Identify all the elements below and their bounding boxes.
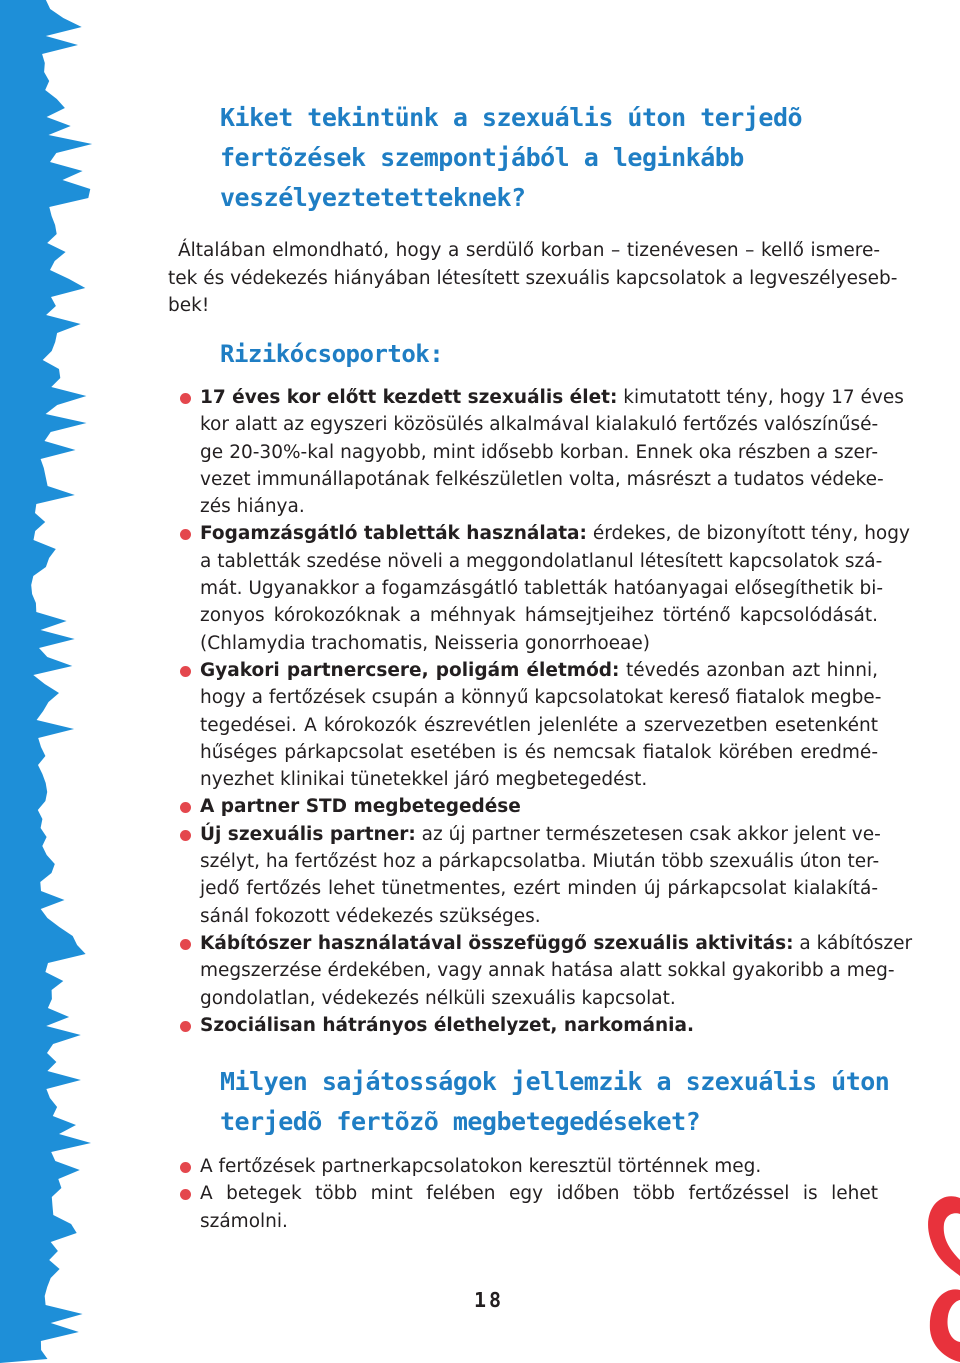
heading-line: fertõzések szempontjából a leginkább	[220, 143, 744, 172]
item-line: tegedései. A kórokozók észrevétlen jelenléte a szervezetben esetenként	[200, 714, 878, 736]
risk-group-list	[178, 384, 913, 1039]
item-text: tévedés azonban azt hinni,	[619, 659, 878, 681]
item-line	[200, 657, 878, 684]
item-line	[200, 1012, 878, 1039]
heading-line: terjedõ fertõzõ megbetegedéseket?	[220, 1107, 701, 1136]
item-line: megszerzése érdekében, vagy annak hatása alatt sokkal gyakoribb a meg-	[200, 960, 895, 982]
item-line: szélyt, ha fertőzést hoz a párkapcsolatba. Miután több szexuális úton ter-	[200, 851, 880, 873]
list-item	[178, 1180, 878, 1235]
list-item	[178, 657, 882, 793]
bullet-dot-icon	[180, 393, 191, 404]
item-line	[200, 520, 910, 547]
bullet-dot-icon	[180, 939, 191, 950]
item-line	[200, 384, 904, 411]
item-title: Szociálisan hátrányos élethelyzet, narkománia.	[200, 1014, 694, 1036]
item-line: gondolatlan, védekezés nélküli szexuális kapcsolat.	[200, 987, 676, 1009]
intro-line: bek!	[168, 295, 210, 316]
item-line: vezet immunállapotának felkészületlen volta, másrészt a tudatos védeke-	[200, 468, 884, 490]
list-item	[178, 1153, 878, 1180]
item-title: 17 éves kor előtt kezdett szexuális élet:	[200, 387, 618, 408]
list-item	[178, 930, 913, 1012]
item-title: Fogamzásgátló tabletták használata:	[200, 523, 587, 545]
bullet-dot-icon	[180, 802, 191, 813]
item-line: A fertőzések partnerkapcsolatokon keresztül történnek meg.	[200, 1156, 762, 1177]
page-number: 18	[473, 1288, 505, 1312]
list-item	[178, 821, 881, 930]
bullet-dot-icon	[180, 529, 191, 540]
heading-line: Rizikócsoportok:	[220, 340, 444, 368]
bullet-dot-icon	[180, 666, 191, 677]
red-ribbon-icon	[920, 1190, 960, 1363]
item-line: jedő fertőzés lehet tünetmentes, ezért minden új párkapcsolat kialakítá-	[200, 878, 878, 900]
item-line: hűséges párkapcsolat esetében is és nemcsak fiatalok körében eredmé-	[200, 741, 878, 763]
list-item	[178, 1012, 878, 1039]
item-text: érdekes, de bizonyított tény, hogy	[586, 523, 910, 545]
heading-line: Kiket tekintünk a szexuális úton terjedõ	[220, 103, 803, 132]
item-text: az új partner természetesen csak akkor jelent ve-	[415, 823, 881, 845]
list-item	[178, 793, 878, 820]
item-line: ge 20-30%-kal nagyobb, mint idősebb korban. Ennek oka részben a szer-	[200, 441, 878, 463]
blue-brush-stroke-decoration	[0, 0, 110, 1363]
item-title: Új szexuális partner:	[200, 823, 416, 845]
item-line: hogy a fertőzések csupán a könnyű kapcsolatokat kereső fiatalok megbe-	[200, 687, 882, 709]
item-line: A betegek több mint felében egy időben több fertőzéssel is lehet	[200, 1183, 878, 1205]
list-item	[178, 520, 910, 656]
heading-characteristics	[220, 1062, 889, 1142]
item-line: (Chlamydia trachomatis, Neisseria gonorrhoeae)	[200, 632, 650, 654]
item-line: zés hiánya.	[200, 496, 305, 518]
list-item	[178, 384, 904, 520]
item-line: mát. Ugyanakkor a fogamzásgátló tabletták hatóanyagai elősegíthetik bi-	[200, 578, 884, 600]
heading-line: veszélyeztetetteknek?	[220, 183, 526, 212]
intro-line: Általában elmondható, hogy a serdülő korban – tizenévesen – kellő ismere-	[178, 240, 880, 261]
characteristics-list	[178, 1153, 878, 1235]
item-line	[200, 821, 881, 848]
item-title: Gyakori partnercsere, poligám életmód:	[200, 659, 620, 681]
item-line	[200, 930, 913, 957]
bullet-dot-icon	[180, 1189, 191, 1200]
item-line: számolni.	[200, 1210, 288, 1232]
item-line: nyezhet klinikai tünetekkel járó megbetegedést.	[200, 769, 648, 791]
intro-line: tek és védekezés hiányában létesített szexuális kapcsolatok a legveszélyeseb-	[168, 267, 898, 289]
item-line: sánál fokozott védekezés szükséges.	[200, 905, 541, 927]
item-title: Kábítószer használatával összefüggő szexuális aktivitás:	[200, 932, 794, 954]
item-line: zonyos kórokozóknak a méhnyak hámsejtjeihez történő kapcsolódását.	[200, 605, 878, 627]
heading-who-is-at-risk	[220, 98, 802, 218]
intro-paragraph	[168, 237, 898, 320]
bullet-dot-icon	[180, 1162, 191, 1173]
item-line: a tabletták szedése növeli a meggondolatlanul létesített kapcsolatok szá-	[200, 550, 883, 572]
item-text: a kábítószer	[793, 932, 913, 954]
item-line	[200, 793, 878, 820]
bullet-dot-icon	[180, 1021, 191, 1032]
item-line: kor alatt az egyszeri közösülés alkalmával kialakuló fertőzés valószínűsé-	[200, 414, 879, 436]
item-title: A partner STD megbetegedése	[200, 796, 521, 818]
heading-risk-groups	[220, 334, 443, 374]
heading-line: Milyen sajátosságok jellemzik a szexuális úton	[220, 1067, 890, 1096]
bullet-dot-icon	[180, 830, 191, 841]
item-text: kimutatott tény, hogy 17 éves	[617, 387, 904, 408]
